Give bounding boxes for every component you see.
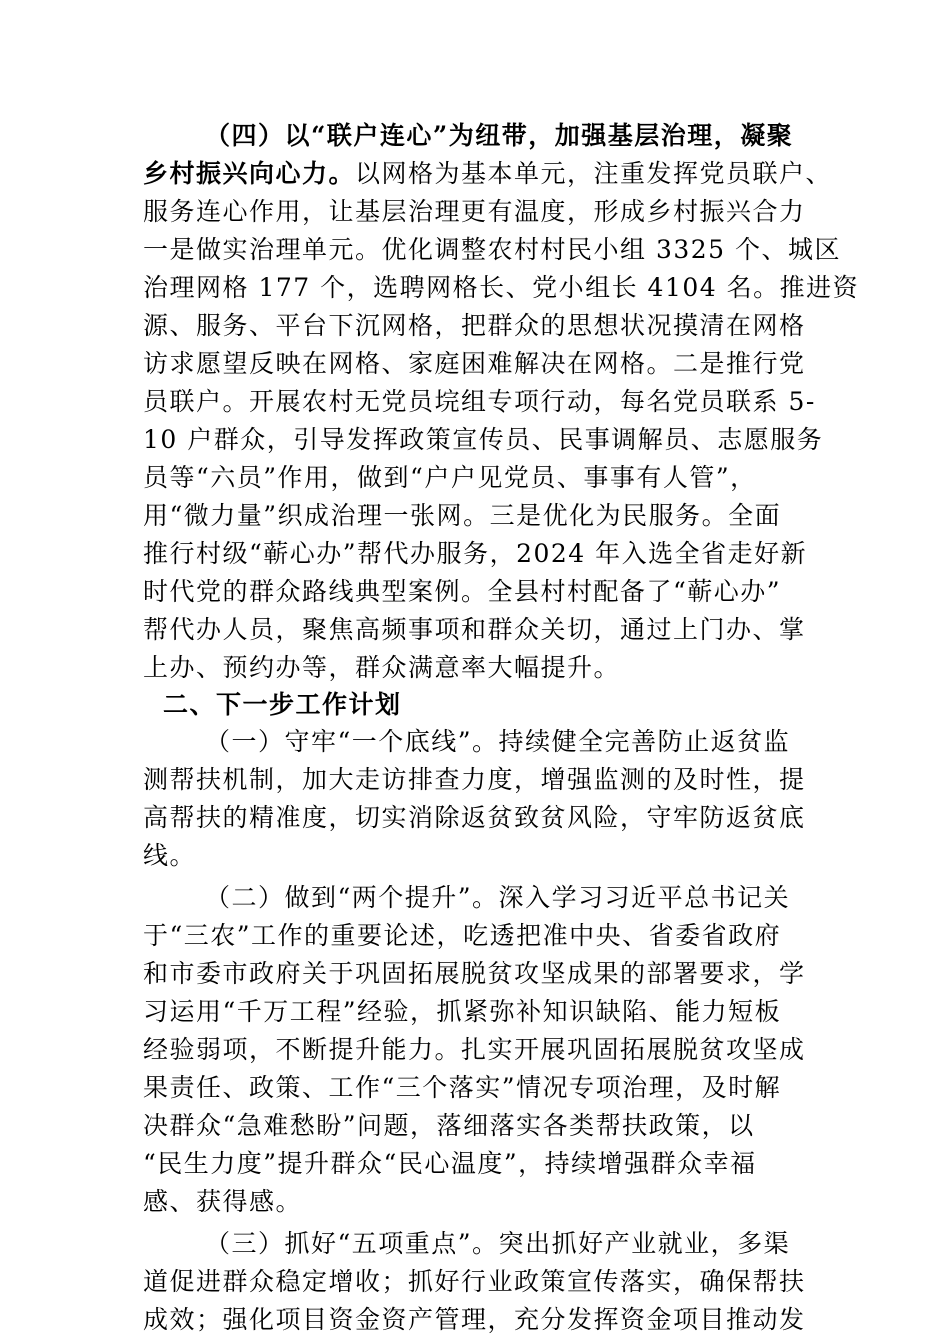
paragraph-line: 推行村级“蕲心办”帮代办服务，2024 年入选全省走好新 — [143, 539, 808, 568]
paragraph-line: 员联户。开展农村无党员垸组专项行动，每名党员联系 5- — [143, 387, 816, 416]
paragraph-line: 服务连心作用，让基层治理更有温度，形成乡村振兴合力 — [143, 197, 806, 226]
paragraph-line: 成效；强化项目资金资产管理，充分发挥资金项目推动发 — [143, 1305, 806, 1334]
paragraph-line: 果责任、政策、工作“三个落实”情况专项治理，及时解 — [143, 1073, 782, 1102]
paragraph-line: “民生力度”提升群众“民心温度”，持续增强群众幸福 — [143, 1149, 757, 1178]
plan-one-line-1: （一）守牢“一个底线”。持续健全完善防止返贫监 — [205, 727, 791, 756]
paragraph-line: 决群众“急难愁盼”问题，落细落实各类帮扶政策，以 — [143, 1111, 755, 1140]
paragraph-line: 经验弱项，不断提升能力。扎实开展巩固拓展脱贫攻坚成 — [143, 1035, 806, 1064]
paragraph-line: 测帮扶机制，加大走访排查力度，增强监测的及时性，提 — [143, 765, 806, 794]
section-four-title-end: 乡村振兴向心力。 — [143, 159, 356, 188]
plan-three-line-1: （三）抓好“五项重点”。突出抓好产业就业，多渠 — [205, 1229, 791, 1258]
section-four-text: 以网格为基本单元，注重发挥党员联户、 — [355, 159, 833, 188]
section-four-title-line-1: （四）以“联户连心”为纽带，加强基层治理，凝聚 — [205, 121, 794, 150]
paragraph-line: 源、服务、平台下沉网格，把群众的思想状况摸清在网格 — [143, 311, 806, 340]
paragraph-line: 10 户群众，引导发挥政策宣传员、民事调解员、志愿服务 — [143, 425, 824, 454]
section-heading: 二、下一步工作计划 — [163, 690, 402, 719]
section-four-title-line-2 — [143, 155, 833, 193]
paragraph-line: 一是做实治理单元。优化调整农村村民小组 3325 个、城区 — [143, 235, 842, 264]
paragraph-line: 感、获得感。 — [143, 1187, 303, 1216]
paragraph-line: 线。 — [143, 841, 197, 870]
paragraph-line: 和市委市政府关于巩固拓展脱贫攻坚成果的部署要求，学 — [143, 959, 806, 988]
document-body — [143, 117, 860, 1339]
plan-two-line-1: （二）做到“两个提升”。深入学习习近平总书记关 — [205, 883, 791, 912]
paragraph-line: 帮代办人员，聚焦高频事项和群众关切，通过上门办、掌 — [143, 615, 806, 644]
paragraph-line: 习运用“千万工程”经验，抓紧弥补知识缺陷、能力短板 — [143, 997, 782, 1026]
paragraph-line: 道促进群众稳定增收；抓好行业政策宣传落实，确保帮扶 — [143, 1267, 806, 1296]
paragraph-line: 上办、预约办等，群众满意率大幅提升。 — [143, 653, 621, 682]
paragraph-line: 员等“六员”作用，做到“户户见党员、事事有人管”， — [143, 463, 757, 492]
paragraph-line: 访求愿望反映在网格、家庭困难解决在网格。二是推行党 — [143, 349, 806, 378]
paragraph-line: 于“三农”工作的重要论述，吃透把准中央、省委省政府 — [143, 921, 782, 950]
paragraph-line: 时代党的群众路线典型案例。全县村村配备了“蕲心办” — [143, 577, 782, 606]
paragraph-line: 用“微力量”织成治理一张网。三是优化为民服务。全面 — [143, 501, 782, 530]
paragraph-line: 治理网格 177 个，选聘网格长、党小组长 4104 名。推进资 — [143, 273, 860, 302]
paragraph-line: 高帮扶的精准度，切实消除返贫致贫风险，守牢防返贫底 — [143, 803, 806, 832]
